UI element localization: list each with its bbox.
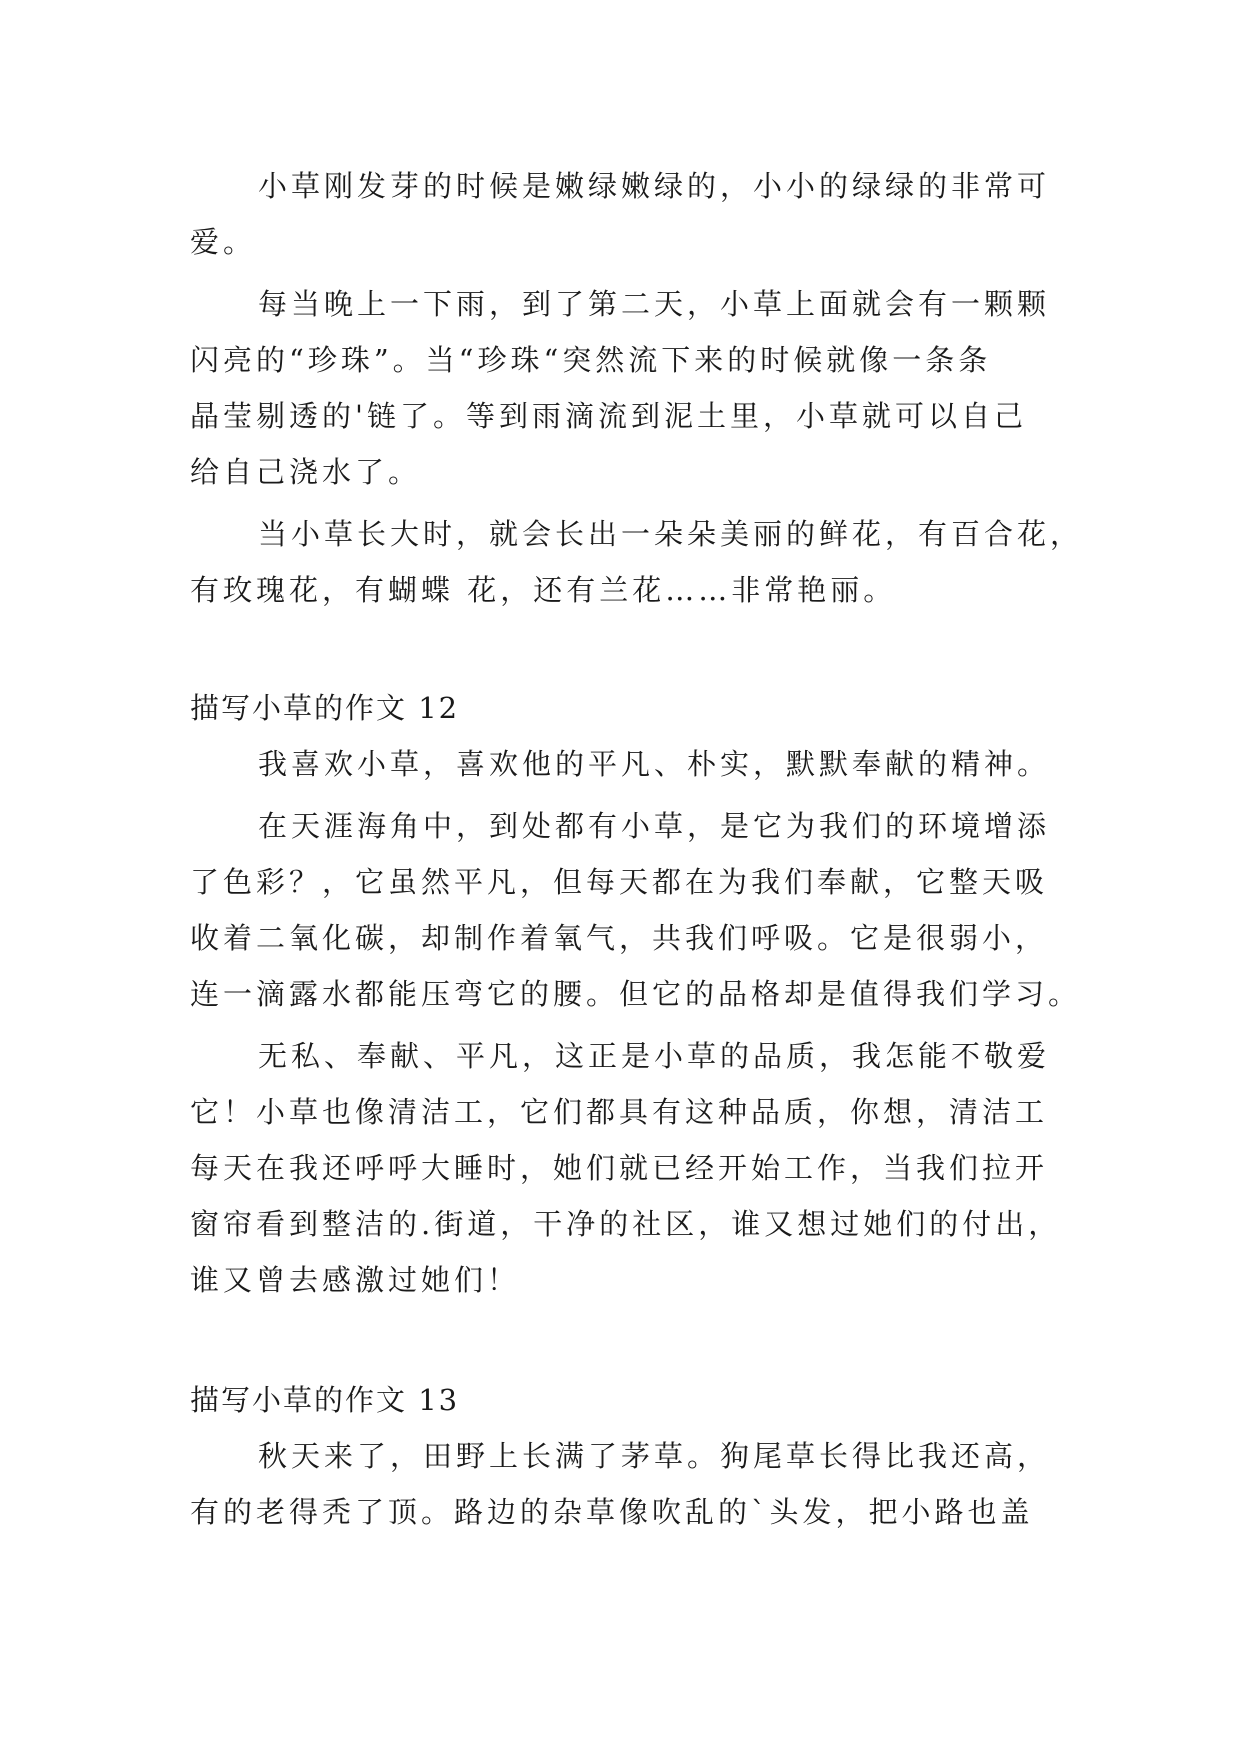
paragraph-line: 收着二氧化碳，却制作着氧气，共我们呼吸。它是很弱小， [190,921,1049,955]
paragraph-line: 秋天来了，田野上长满了茅草。狗尾草长得比我还高， [258,1439,1051,1473]
paragraph-line: 每当晚上一下雨，到了第二天，小草上面就会有一颗颗 [258,287,1051,321]
paragraph-line: 有的老得秃了顶。路边的杂草像吹乱的`头发，把小路也盖 [190,1495,1034,1529]
paragraph-line: 小草刚发芽的时候是嫩绿嫩绿的，小小的绿绿的非常可 [258,169,1051,203]
paragraph-line: 连一滴露水都能压弯它的腰。但它的品格却是值得我们学习。 [190,977,1082,1011]
paragraph-line: 晶莹剔透的'链了。等到雨滴流到泥土里，小草就可以自己 [190,399,1027,433]
paragraph-line: 我喜欢小草，喜欢他的平凡、朴实，默默奉献的精神。 [258,747,1051,781]
paragraph-line: 当小草长大时，就会长出一朵朵美丽的鲜花，有百合花， [258,517,1084,551]
paragraph-line: 给自己浇水了。 [190,455,422,489]
paragraph-line: 每天在我还呼呼大睡时，她们就已经开始工作，当我们拉开 [190,1151,1049,1185]
section-heading: 描写小草的作文 13 [190,1383,460,1417]
paragraph-line: 闪亮的“珍珠”。当“珍珠“突然流下来的时候就像一条条 [190,343,992,377]
paragraph-line: 了色彩？，它虽然平凡，但每天都在为我们奉献，它整天吸 [190,865,1049,899]
section-heading: 描写小草的作文 12 [190,691,460,725]
paragraph-line: 爱。 [190,225,257,259]
paragraph-line: 窗帘看到整洁的.街道，干净的社区，谁又想过她们的付出， [190,1207,1062,1241]
paragraph-line: 有玫瑰花，有蝴蝶 花，还有兰花……非常艳丽。 [190,573,897,607]
paragraph-line: 在天涯海角中，到处都有小草，是它为我们的环境增添 [258,809,1051,843]
paragraph-line: 无私、奉献、平凡，这正是小草的品质，我怎能不敬爱 [258,1039,1051,1073]
paragraph-line: 它！小草也像清洁工，它们都具有这种品质，你想，清洁工 [190,1095,1049,1129]
paragraph-line: 谁又曾去感激过她们！ [190,1263,521,1297]
